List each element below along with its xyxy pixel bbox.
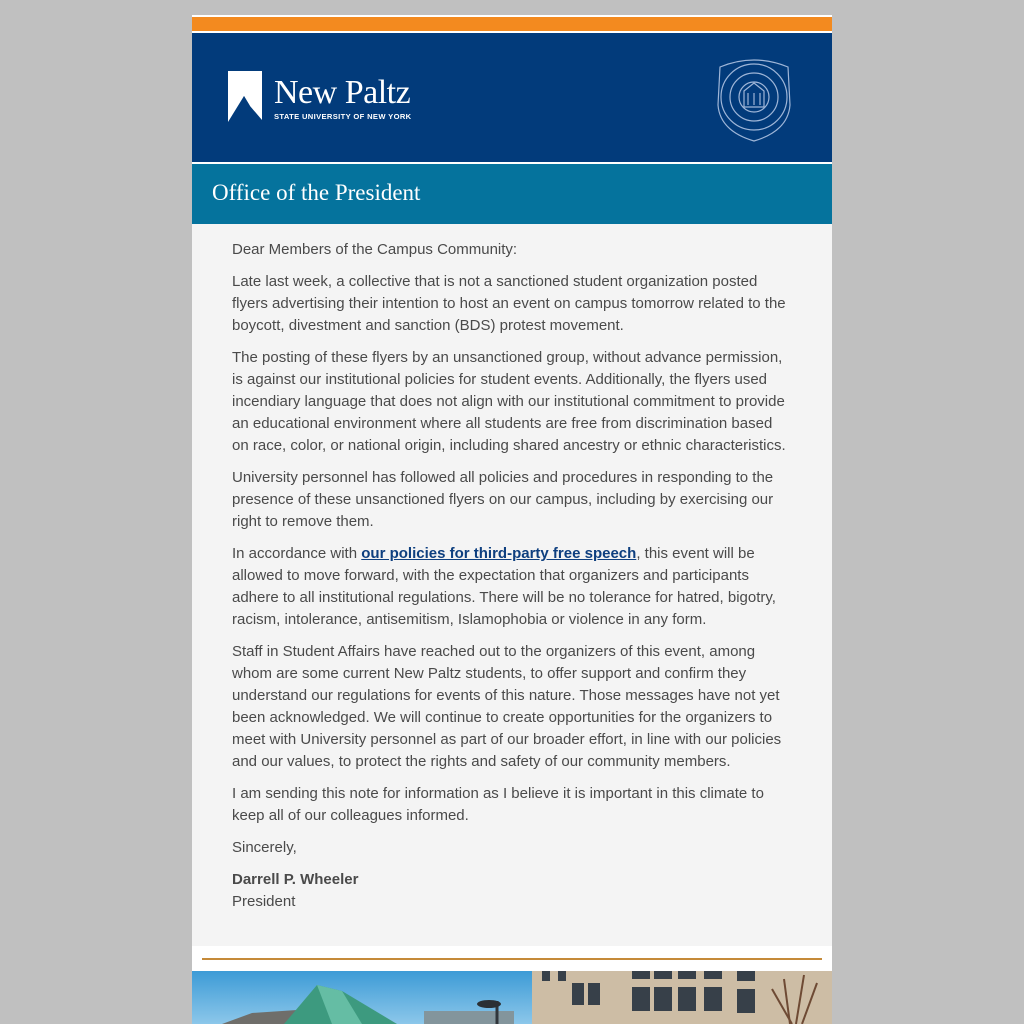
email-header [192, 33, 832, 162]
free-speech-policy-link[interactable]: our policies for third-party free speech [361, 545, 637, 562]
paragraph-4-lead: In accordance with [232, 545, 362, 562]
university-seal-icon [710, 55, 798, 143]
logo-name: New Paltz [274, 74, 411, 111]
letter-greeting: Dear Members of the Campus Community: [232, 241, 518, 258]
orange-accent-bar [192, 17, 832, 31]
letter-body [232, 239, 792, 923]
logo-subtitle: STATE UNIVERSITY OF NEW YORK [274, 112, 412, 121]
office-title: Office of the President [212, 180, 421, 205]
letter-paragraph-3: University personnel has followed all policies and procedures in responding to the presence of these unsanctioned flyers on our campus, including by exercising our right to remove them. [232, 469, 774, 530]
email-container [192, 15, 832, 1024]
letter-closing: Sincerely, [232, 839, 297, 856]
letter-paragraph-5: Staff in Student Affairs have reached out to the organizers of this event, among whom are some current New Paltz students, to offer support and confirm they understand our regulations for events of this nature. Those messages have not yet been acknowledged. We will continue to create opportunities for the organizers to meet with University personnel as part of our broader effort, in line with our policies and our values, to protect the rights and safety of our community members. [232, 643, 782, 770]
paragraph-4-rest: , this event will be allowed to move forward, with the expectation that organizers and participants adhere to all institutional regulations. There will be no tolerance for hatred, bigotry, racism, intolerance, antisemitism, Islamophobia or violence in any form. [232, 545, 776, 628]
new-paltz-mark-icon [226, 70, 264, 125]
signer-name: Darrell P. Wheeler [232, 871, 359, 888]
campus-photo [192, 971, 832, 1024]
letter-paragraph-6: I am sending this note for information as I believe it is important in this climate to keep all of our colleagues informed. [232, 785, 764, 824]
letter-paragraph-4 [232, 543, 792, 631]
letter-paragraph-1: Late last week, a collective that is not a sanctioned student organization posted flyers advertising their intention to host an event on campus tomorrow related to the boycott, divestment and sanction (BDS) protest movement. [232, 273, 786, 334]
footer-divider [202, 958, 822, 960]
office-banner [192, 164, 832, 224]
signature-block [232, 869, 792, 913]
signer-title: President [232, 893, 296, 910]
letter-paragraph-2: The posting of these flyers by an unsanctioned group, without advance permission, is against our institutional policies for student events. Additionally, the flyers used incendiary language that does not align with our institutional commitment to provide an educational environment where all students are free from discrimination based on race, color, or national origin, including shared ancestry or ethnic characteristics. [232, 349, 786, 454]
new-paltz-logo [226, 70, 426, 126]
